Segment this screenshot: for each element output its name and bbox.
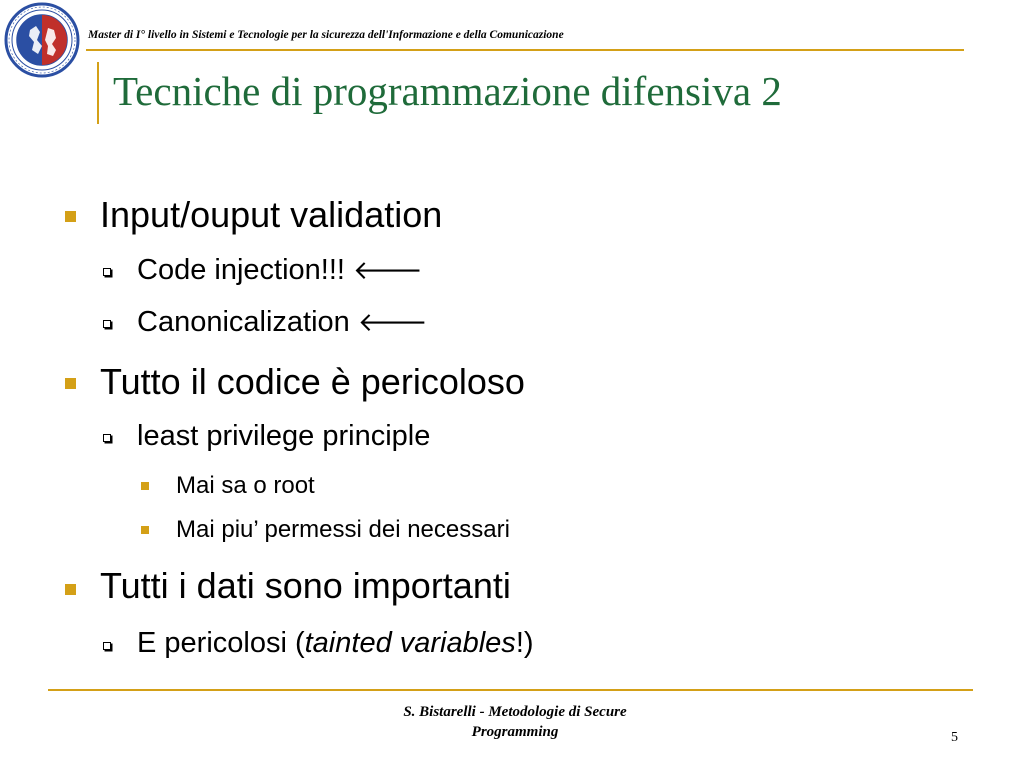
bullet-text: E pericolosi ( — [137, 627, 305, 659]
footer-line: Programming — [471, 723, 559, 740]
bullet-square-icon — [65, 584, 76, 595]
header-divider — [86, 49, 964, 51]
hollow-square-bullet-icon — [103, 320, 111, 328]
left-arrow-icon: 🡐 — [352, 256, 423, 286]
bullet-text: !) — [515, 627, 534, 659]
bullet-item-level3: Mai sa o root — [176, 472, 315, 499]
small-square-bullet-icon — [141, 526, 149, 534]
bullet-text: Code injection!!! — [137, 254, 345, 286]
bullet-item-level2 — [137, 256, 423, 285]
slide-footer — [340, 703, 690, 742]
hollow-square-bullet-icon — [103, 434, 111, 442]
master-program-header: Master di I° livello in Sistemi e Tecnologie per la sicurezza dell'Informazione e della Comunicazione — [88, 29, 564, 41]
hollow-square-bullet-icon — [103, 268, 111, 276]
page-number: 5 — [951, 730, 958, 745]
bullet-item-level1: Input/ouput validation — [100, 194, 443, 235]
university-seal-logo — [4, 2, 80, 78]
bullet-item-level2 — [137, 308, 428, 337]
bullet-item-level2 — [137, 629, 534, 658]
bullet-item-level3: Mai piu’ permessi dei necessari — [176, 516, 510, 543]
slide-title: Tecniche di programmazione difensiva 2 — [113, 68, 782, 114]
bullet-item-level1: Tutti i dati sono importanti — [100, 565, 511, 606]
bullet-square-icon — [65, 378, 76, 389]
footer-line: S. Bistarelli - Metodologie di Secure — [403, 704, 627, 720]
left-arrow-icon: 🡐 — [357, 308, 428, 338]
footer-divider — [48, 689, 973, 691]
bullet-item-level2: least privilege principle — [137, 420, 431, 452]
bullet-text: Canonicalization — [137, 306, 350, 338]
bullet-text-italic: tainted variables — [304, 627, 516, 659]
small-square-bullet-icon — [141, 482, 149, 490]
hollow-square-bullet-icon — [103, 642, 111, 650]
bullet-square-icon — [65, 211, 76, 222]
bullet-item-level1: Tutto il codice è pericoloso — [100, 361, 525, 402]
title-accent-bar — [97, 62, 99, 124]
